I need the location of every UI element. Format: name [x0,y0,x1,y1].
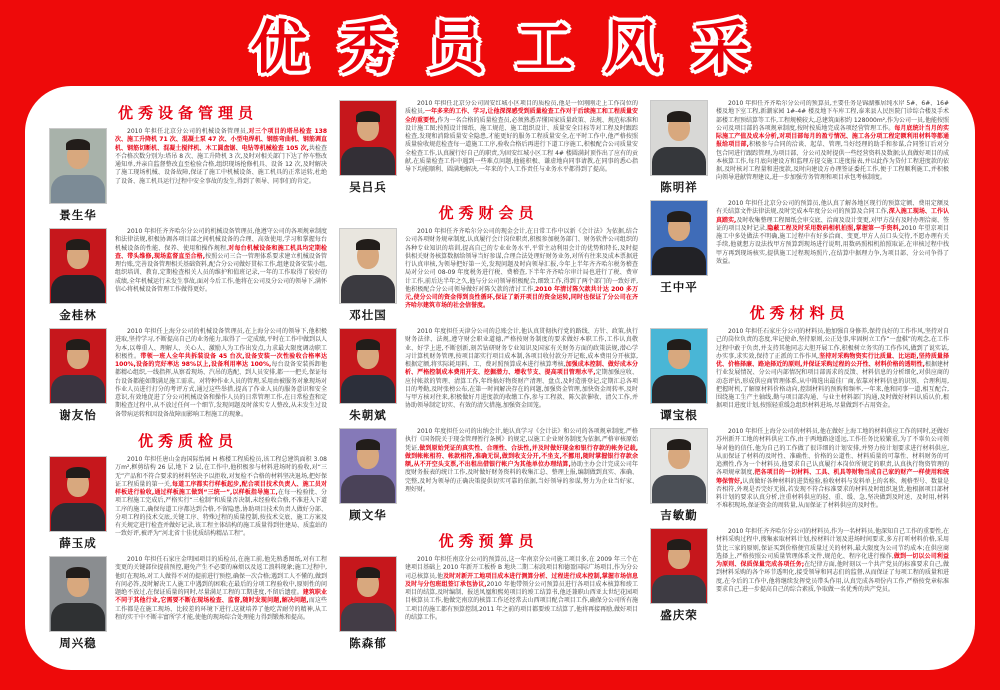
person-coat [51,175,105,203]
profile-card [49,128,327,223]
employee-name: 陈明祥 [660,180,698,194]
employee-photo [339,328,397,404]
employee-description: 2010 年担任石家庄分公司的材料员,他加强自身修养,保持良好的工作作风,坚持对自己的岗位负责的态度,牢记使命,坚持原则,公正处事,牢固树立工作“一盘棋”的观念,在工作过程中敢于负责,并支持其他同志大胆开展工作,积极树立务实的工作作风,做到了说实话,办实事,求实效,保持了正派的工作作风,坚持对采购物资实行比质量、比运距,坚持质量择优、价格择廉、路途择近的原则,并保证采购过程的公开性、材料价格的透明性,根据建材行业发展情况、分公司内部情况和项目部需求的反馈、材料信息的分析细化,对供应商的动态评估,形成供应商管理体系,从中筛选出最佳厂商,依靠对材料信息的识别、合理利用,把握时机,了解原材料价格动向,控制材料的预购和频率,一年来,他和同事一道,相互配合,围绕施工生产主轴线,勤与项目部沟通、与业主材料部门沟通,及时做好材料认质认价,根据项目进度计划,按照轻重缓急组织材料进场,尽量做到不占用资金。 [716,328,949,410]
profile-card [650,328,949,423]
person-coat [652,247,706,275]
person-coat [341,475,395,503]
employee-name: 谢友怡 [59,408,97,422]
employee-description: 2010 年担任齐齐哈尔分公司的机械设备管理员,他遵守公司的各项规章制度和法律法规,积极协调各项目部之间机械设备的合理、高效使用,学习和掌握每台机械设备的性能、保养、使用和操作规程,对每台机械设备和施工机具均定期检查、带头维修,现场监督直至合格,按照公司三合一管理体系要求建立机械设备管理台账,完善设备管理相关基础资料,配合分公司做好贯标工作,组建设备安装小组,组织培训、教育,定期检查相关人员的维护和值班记录,一年的工作取得了较好的成绩,全年机械运行未发生事故,面对今后工作,他将在公司及分公司的领导下,满怀信心将机械设备管理工作做得更好。 [115,228,327,293]
person-hair [66,339,90,350]
employee-description: 2010 年担任南京分公司的预算员,这一年南京分公司施工项目多,在 2009 年三个在建项目基础上 2010 年新开工板桥 B 地块二期二标段项目和德盈国际广场项目,作为分公司总核算员,他及时对新开工地项目成本进行测算分析、过程进行成本控制,掌握市场信息及时与分包班组签订承包协议,2010 年他带领分公司预算员进行各项目成本核算和竣工项目的结算,及时编制、报送凤凰和熙苑项目的竣工结算书,他还兼职山西亚太世纪花园项目核算员工作,他做完南京的核算工作还经常去山西项目配合项目工作,确保分公司所有施工项目的施工都有预算控制,2011 年之前的项目都要竣工结算了,他将再接再励,做好项目的结算工作。 [405,556,638,621]
section-heading-materials: 优秀材料员 [749,304,850,322]
person-hair [356,339,380,350]
page-title: 优秀员工风采 [250,15,781,81]
employee-description: 2010 年担任北京分公司固安红城小区项目的质检员,他是一位刚刚走上工作岗位的质检员,一年多来的工作、学习,让他深深感受到质量检查工作对于后续施工和工程质量安全的重要性,作为一名合格的质量检查员,必须熟悉弄懂国家质量政策、法规、规范标准和设计施工图;按照设计图纸、施工规范、施工组织设计、质量安全目标等对工程及时跟踪检查,发现和消除质量安全隐患,才能更好的服务工程质量安全,在平时工作中,他严格按照质量验收规范检查每一道施工工序,验收合格后再进行下道工序施工,积极配合公司质量安全检查工作,认真履行好自己的职责,为固安红城小区工程 4# 楼圆满封顶作出了应有的贡献,在质量检查工作中遇到一些难点问题,他能积极、谦虚地向同事请教,在同事的悉心指导下均能顺利、圆满地解决,一年来的个人工作责任与业务水平都得到了提高。 [405,100,638,174]
employee-description: 2010 年度担任公司的出纳会计,她认真学习《会计法》和公司的各项规章制度,严格执行《国务院关于现金管理暂行条例》的规定,以施工企业财务制度为依据,严格审核原始凭证,做到原始凭证的真实性、合理性、合法性,并及时做好现金和银行存款的帐务记载,做到帐帐相符、帐款相符,准确无误,做到收支分开,不坐支,不挪用,随时掌握银行存款余额,从不开空头支票,不出租出借银行帐户为其他单位办理结算,协助主办会计完成公司年度财务报表的统计工作,及时做好财务资料的收集汇总、整理上报,编制做到真实、准确、完整,及时为领导的正确决策提供切实可靠的依据,当好领导的参谋,努力为企业当好家、理好财。 [405,428,638,493]
person-hair [667,211,691,222]
profile-card [650,200,949,295]
employee-name: 顾文华 [349,508,387,522]
employee-photo [49,556,107,632]
column-left [49,100,327,660]
employee-photo [339,100,397,176]
employee-description: 2010 年担任上海分公司的材料员,他在做好上海工地的材料供应工作的同时,还做好苏州新开工地的材料供应工作,由于两地路途遥远,工作任务比较繁重,为了不辜负公司领导对他的信任,他为自己的工作做了很详细的计划安排,并努力按计划要求进行材料供应,从而保证了材料的及时性、准确性、价格的公道性、材料质量的可靠性、材料财务的可追溯性,作为一个材料员,他要求自己认真履行本岗位所规定的职责,认真执行物资管理的各项规章制度,把各项目的一切材料、工具、机具等财物当成自己家的财产一样使用和统筹保管好,认真做好各种材料的进货检验,验收材料与发料单上的名称、规格型号、数量是否相符,外观是否完好无损,若发现不符合标准要求的材料及时组织退货,他根据项目部材料计划的要求认真分析,注重材料供应的轻、重、缓、急,坚决做到及时送、及时用,材料不堆积现场,保证资金的周转量,从而保证了材料供应的及时性。 [716,428,949,510]
person-hair [356,439,380,450]
content-panel [25,86,975,670]
profile-card [339,556,638,651]
employee-photo [339,556,397,632]
employee-photo [49,456,107,532]
employee-name: 邓壮国 [349,308,387,322]
column-middle [339,100,638,660]
profile-card [49,556,327,651]
person-coat [51,275,105,303]
person-coat [51,503,105,531]
employee-photo [650,328,708,404]
person-hair [356,239,380,250]
person-hair [356,567,380,578]
person-hair [667,339,691,350]
person-coat [341,275,395,303]
employee-name: 金桂林 [59,308,97,322]
person-coat [652,575,706,603]
employee-photo [650,528,708,604]
employee-name: 王中平 [660,280,698,294]
employee-name: 吉敏勤 [660,508,698,522]
profile-card [339,100,638,195]
employee-description: 2010 年度担任天津分公司的总账会计,他认真贯彻执行党的路线、方针、政策,执行财务法律、法规,遵守财会职业道德,严格按财务制度的要求做好本职工作,工作认真敬业、好学上进,不断创新,刻苦钻研财务专业知识及国家有关财务方面的政策法规,潜心学习计算机财务管理,按项目部实行项目成本制,各项目收付款分开记账,成本费用分开核算,根据定额,将实际耗用料、工、费对照预算成本进行核算考核,加强成本控制、做好成本分析、严格控制成本费用开支、挖掘潜力、增收节支、提高项目管理水平,定期加强应收、应付帐款的管理、清算工作,年终搞好物资财产清理、盘点,及时造册登记,定期汇总各项目的考勤,及时张榜公布,在第一时间解决存在的问题,加强资金管理,加快资金周转率,及时与甲方核对往来,积极做好月进度款的收缴工作,参与工程款、陈欠款催收、清欠工作,并协助领导制定切实、有效的清欠措施,加强资金回笼。 [405,328,638,410]
person-hair [66,139,90,150]
employee-name: 薛玉成 [59,536,97,550]
profile-card [49,456,327,551]
employee-name: 周兴稳 [59,636,97,650]
employee-photo [49,128,107,204]
profile-card [339,428,638,523]
profile-card [650,528,949,623]
employee-name: 谭宝根 [660,408,698,422]
person-hair [66,239,90,250]
person-hair [667,439,691,450]
employee-description: 2010 年担任石家庄金明园项目的质检员,在施工前,他先熟悉图纸,对有工程变更的关键部位提前预控,避免产生不必要的麻烦以及返工浪料现象;施工过程中,他盯在现场,对工人做得不对的提前进行预控,确保一次合格;遇到工人不懂的,做到有问必答,及时解决工人施工中遇到的困难;在最后的分项工程验收中,原则性的问题绝不放过,在保证质量的同时,尽量满足工程的工期进度,不留后遗症。建筑职业不同于其他行业,它需要不断在现场检查、监督,随时发现问题,解决问题,而这些工作都是在施工现场、比较差的环境下进行,这就培养了他吃苦耐劳的精神,从工程的实干中不断丰富所学才能,使他的现场综合处理能力得到锻炼和提高。 [115,556,327,621]
employee-photo [650,428,708,504]
employee-description: 2010 年担任唐山金海国际怡园 H 栋楼工程质检员,该工程总建筑面积 3.08万m²,框剪结构 26 层,地下 2 层,在工作中,他积极参与材料进场时的验收,对“三无”产品和不符合要求的材料坚决予以拒收,对复检不合格的材料坚决退场,把好保证工程质量的第一关,每道工序都实行样板起步,配合项目技术负责人、施工员对样板进行验收,通过样板施工做到“三统一”,以样板指导施工,在每一检验批、分项工程施工完成后,严格实行“三检制”和质量否决制,未经验收合格,不准进入下道工序的施工,确保每道工序都达到合格,不留隐患,协助项目技术负责人做好分部、分项工程的技术交底,关键工序、特殊过程的质量控制,按技术交底、施工方案及有关规定进行检查并做好记录,该工程主体结构的施工质量得到住建局、质监站的一致好评,被评为“河北省十佳优质结构精品工程”。 [115,456,327,538]
employee-photo [339,228,397,304]
employee-photo [49,328,107,404]
employee-name: 吴吕兵 [349,180,387,194]
employee-description: 2010 年担任北京分公司的机械设备管理员,对三个项目的塔吊检查 138 次、施工升降机 71 次、混凝土泵 47 次、小型电焊机、钢筋弯曲机、钢筋调直机、钢筋切断机、混凝土搅拌机、木工圆盘锯、电钻等机械检查 105 次,共检查不合格次数分别为:塔吊 8 次、施工升降机 3 次,及时对相关部门下达了停车整改通知单,并亲自监督整改直至检验合格,组织现场抢修机具、设备 12 次,及时解决了施工现场机械、设备故障,保证了施工中机械设备、施工机具的正常运转,杜绝了设备、施工机具运行过程中安全事故的发生,得到了领导、同事们的肯定。 [115,128,327,185]
profile-card [339,328,638,423]
employee-photo [49,228,107,304]
person-coat [341,147,395,175]
person-hair [66,467,90,478]
employee-name: 盛庆荣 [660,608,698,622]
person-coat [652,147,706,175]
profile-card [650,428,949,523]
employee-name: 景生华 [59,208,97,222]
person-coat [51,375,105,403]
employee-photo [650,100,708,176]
person-coat [341,375,395,403]
profile-card [49,328,327,423]
person-coat [652,375,706,403]
employee-description: 2010 年担任北京分公司的预算员,他认真了解各地区现行的预算定额、费用定额及有关结算文件法律法规,及时完成本年度分公司的预算及合同工作,深入施工现场、工作认真踏实,及时收集整理工程图纸会审交底、洽商及设计变更,对甲方没有及时办理洽商、签证的项目及时记录,隐蔽工程及时采用数码相机拍照,掌握第一手资料,2010 年望京项目施工中多处做法不明确,施工过程中有好多洽商、变更,甲方人员口头交待,不愿办理有关手续,他就想方设法找甲方预算到现场进行说明,用数码照相机拍照取证,在审核过程中找甲方再到现场核实,提供施工过程现场照片,在结算中据理力争,为项目部、分公司争得了效益。 [716,200,949,265]
profile-card [650,100,949,195]
employee-description: 2010 年担任齐齐哈尔分公司的材料员,作为一名材料员,他深知自己工作的重要性,在材料采购过程中,搜集索取材料计划,按材料计划及进场时间要求,多方打听材料价格,采用货比三家的原则,保证买到价格便宜质量过关的材料,最大限度为公司节约成本;在供应商选择上,严格按照公司质量管理体系文件,规范化、程序化进行操作,做到一切以公司利益为原则、保质保量完成各项任务;在纪律方面,他时刻以一个共产党员的标准要求自己,做到材料采购的各个环节透明化,接受领导和同志们的监督,从而保证了每项工程的质量和进度,在今后的工作中,他将继续发挥党员带头作用,认真完成各项份内工作,严格按党章标准要求自己,进一步提高自己的综合素质,争取做一名优秀的共产党员。 [716,528,949,593]
person-hair [66,567,90,578]
employee-name: 陈森郁 [349,636,387,650]
title-bar [0,0,1000,86]
section-heading-quality: 优秀质检员 [137,432,238,450]
person-coat [652,475,706,503]
section-heading-finance: 优秀财会员 [438,204,539,222]
person-hair [667,111,691,122]
employee-photo [339,428,397,504]
employee-description: 2010 年担任齐齐哈尔分公司的现金会计,在日常工作中以新《会计法》为依据,结合公司各项财务规章制度,认真履行会计岗位职责,积极参加税务部门、财务软件公司组织的各种专业知识的培训,提高自己的专业业务水平,平常主动利用会计的优势和特长,及时提供相关财务核算数据给领导当好参谋,合理合法处理好财务业务,对所有往来及成本票据进行认真审核,为领导把好第一关,发现问题及时向领导汇报,今年上半年齐齐哈尔税务稽查局对分公司 08-09 年度税务进行税、费稽查,下半年齐齐哈尔审计局也进行了税、费审计工作,前后达半年之久,他与分公司领导积极配合,细致工作,得到了两个部门的一致好评,他积极配合分公司领导做好对陈欠款的清讨工作,2010 年清讨陈欠款共计达 200 多万元,使分公司的资金得到良性循环,保证了新开项目的资金运转,同时也保证了分公司在齐齐哈尔建筑市场的社会信誉度。 [405,228,638,310]
section-heading-budget: 优秀预算员 [438,532,539,550]
section-heading-equipment: 优秀设备管理员 [117,104,258,122]
employee-description: 2010 年担任齐齐哈尔分公司的预算员,主要任务是锦湖雅居纯水岸 5#、6#、16# 楼及地下室工程,新潮家园 1#-4# 楼及地下车库工程,泰来县人民医院门诊综合楼及手术部楼工程预结算等工作,工程规模较大,总建筑面积约 128000m²,作为公司一员,他能按照公司及项目部的各项规章制度,按时按质地完成各项经营管理工作。每月底统计当月的实际施工产值及成本分析,对项目部每月的盈亏情况、施工各分项工程定额利用材料等都通报给项目部,积极参与合同的洽谈、起草、管理,当好经理的助手和参谋,合同签订后对分包合同进行跟踪管理,为项目部、分公司及时提供一些经营资料及数据;认真做好项目的成本核算工作,每月底向建设方和监理方提交施工进度报表,并以此作为贷付工程进度款的依据,及时核对工程量和进度款,及时向建设方办理签证委托工作,便于工程顺利施工,并积极向领导进献管理建议,进一步加强劳务管理和项目承包考核制度。 [716,100,949,182]
employee-photo [650,200,708,276]
employee-name: 朱朝斌 [349,408,387,422]
person-coat [51,603,105,631]
employee-description: 2010 年担任上海分公司的机械设备管理员,在上海分公司的领导下,他积极进取,坚持学习,不断提高自己的业务能力,取得了一定成绩,平时在工作中做到以人为本,以尊重人、理解人、关心人、激励人为工作出发点,力求最大限度调动职工积极性。带领一班人全年共拆装设备 45 台次,设备安装一次性验收合格率达 100%,设备的完好率达 98%以上,设备利用率达 100%,每台设备安装拆卸他都精心组织,一线指挥,从察看现场、汽吊的选配、到人员安排,都一一把关,保证每台设备都能如期满足施工需求。对特种作业人员的管理,采用由被服务对象现场对作业人员进行打分的考评方式,通过这些举措,提高了作业人员的服务意识和安全意识,有效地促进了分公司机械设备和操作人员的日常管理工作,在日常检查和定期检查过程中,从不放过任何一个细节,发现问题及时落实专人整改,从未发生过设备带病运转和因设备故障而影响工程施工的现象。 [115,328,327,418]
person-hair [356,111,380,122]
column-right [650,100,949,660]
person-coat [341,603,395,631]
profile-card [49,228,327,323]
person-hair [667,539,691,550]
profile-card [339,228,638,323]
